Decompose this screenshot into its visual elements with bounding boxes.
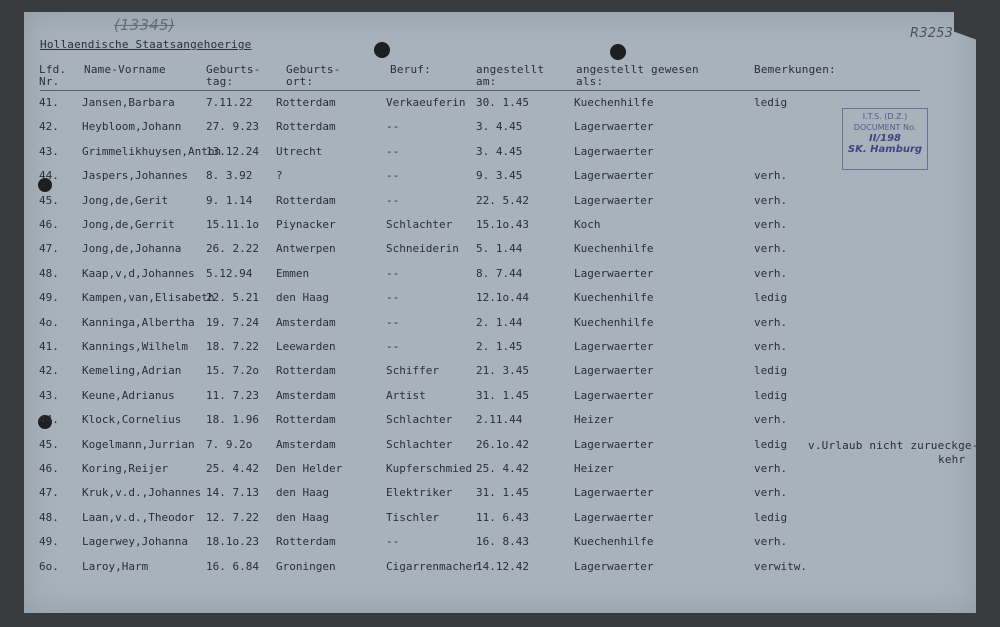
cell-beruf: Schiffer xyxy=(386,364,439,378)
header-geburtsort: Geburts- ort: xyxy=(286,63,341,88)
remark-note: v.Urlaub nicht zurueckge- xyxy=(808,439,979,452)
cell-tag: 19. 7.24 xyxy=(206,315,259,329)
cell-tag: 25. 4.42 xyxy=(206,462,259,475)
cell-name: Klock,Cornelius xyxy=(82,413,182,427)
cell-ort: ? xyxy=(276,169,283,183)
cell-ort: Rotterdam xyxy=(276,193,336,207)
cell-name: Jong,de,Gerit xyxy=(82,193,169,207)
cell-ort: Amsterdam xyxy=(276,315,336,329)
header-name: Name-Vorname xyxy=(84,63,166,76)
cell-am: 11. 6.43 xyxy=(476,510,529,524)
cell-am: 30. 1.45 xyxy=(476,96,529,109)
table-row xyxy=(24,291,976,315)
cell-tag: 8. 3.92 xyxy=(206,169,253,183)
table-row xyxy=(24,267,976,291)
cell-als: Lagerwaerter xyxy=(574,266,654,280)
cell-bem: verh. xyxy=(754,535,788,549)
cell-als: Lagerwaerter xyxy=(574,388,654,402)
cell-name: Kanninga,Albertha xyxy=(82,315,195,329)
cell-als: Lagerwaerter xyxy=(574,559,654,573)
cell-beruf: -- xyxy=(386,144,400,158)
cell-tag: 15. 7.2o xyxy=(206,364,259,378)
cell-name: Kampen,van,Elisabeth xyxy=(82,291,215,305)
table-row xyxy=(24,96,976,120)
cell-tag: 7. 9.2o xyxy=(206,437,253,451)
cell-lfd: 46. xyxy=(39,218,59,231)
cell-beruf: Cigarrenmacher xyxy=(386,559,479,573)
cell-lfd: 4o. xyxy=(39,315,59,329)
header-divider xyxy=(40,90,920,91)
cell-am: 15.1o.43 xyxy=(476,218,529,231)
header-bemerkungen: Bemerkungen: xyxy=(754,63,836,76)
cell-bem: verh. xyxy=(754,462,788,475)
cell-name: Kannings,Wilhelm xyxy=(82,340,188,353)
cell-lfd: 49. xyxy=(39,291,59,305)
cell-als: Lagerwaerter xyxy=(574,193,654,207)
punch-hole xyxy=(610,44,626,60)
cell-beruf: Schneiderin xyxy=(386,242,459,256)
cell-am: 2. 1.45 xyxy=(476,340,523,353)
document-title: Hollaendische Staatsangehoerige xyxy=(40,38,252,51)
table-row xyxy=(24,364,976,388)
cell-beruf: -- xyxy=(386,535,400,549)
cell-ort: Rotterdam xyxy=(276,364,336,378)
cell-ort: Leewarden xyxy=(276,340,336,353)
cell-name: Laan,v.d.,Theodor xyxy=(82,510,195,524)
cell-ort: Rotterdam xyxy=(276,535,336,549)
cell-als: Lagerwaerter xyxy=(574,340,654,353)
cell-tag: 5.12.94 xyxy=(206,266,253,280)
cell-lfd: 48. xyxy=(39,510,59,524)
cell-tag: 27. 9.23 xyxy=(206,120,259,134)
cell-bem: ledig xyxy=(754,291,788,305)
table-row xyxy=(24,242,976,266)
table-row xyxy=(24,194,976,218)
cell-tag: 13.12.24 xyxy=(206,144,259,158)
cell-ort: Den Helder xyxy=(276,462,343,475)
header-angestellt-als: angestellt gewesen als: xyxy=(576,63,699,88)
cell-name: Jong,de,Johanna xyxy=(82,242,182,256)
cell-am: 31. 1.45 xyxy=(476,486,529,500)
cell-ort: Utrecht xyxy=(276,144,323,158)
cell-tag: 22. 5.21 xyxy=(206,291,259,305)
cell-name: Lagerwey,Johanna xyxy=(82,535,188,549)
cell-lfd: 45. xyxy=(39,193,59,207)
cell-tag: 9. 1.14 xyxy=(206,193,253,207)
cell-ort: den Haag xyxy=(276,510,329,524)
cell-tag: 18. 1.96 xyxy=(206,413,259,427)
cell-lfd: 42. xyxy=(39,120,59,134)
cell-als: Lagerwaerter xyxy=(574,120,654,134)
table-row xyxy=(24,218,976,242)
cell-name: Kaap,v,d,Johannes xyxy=(82,266,195,280)
table-row xyxy=(24,145,976,169)
cell-name: Koring,Reijer xyxy=(82,462,169,475)
cell-bem: ledig xyxy=(754,388,788,402)
table-row xyxy=(24,560,976,584)
cell-als: Kuechenhilfe xyxy=(574,535,654,549)
cell-bem: verh. xyxy=(754,340,788,353)
cell-am: 5. 1.44 xyxy=(476,242,523,256)
header-geburtstag: Geburts- tag: xyxy=(206,63,261,88)
cell-lfd: 44. xyxy=(39,169,59,183)
cell-bem: verwitw. xyxy=(754,559,807,573)
table-row xyxy=(24,120,976,144)
cell-name: Jansen,Barbara xyxy=(82,96,175,109)
cell-lfd: 41. xyxy=(39,340,59,353)
cell-tag: 16. 6.84 xyxy=(206,559,259,573)
cell-als: Lagerwaerter xyxy=(574,486,654,500)
cell-beruf: -- xyxy=(386,266,400,280)
cell-ort: den Haag xyxy=(276,291,329,305)
cell-lfd: 42. xyxy=(39,364,59,378)
cell-bem: verh. xyxy=(754,169,788,183)
cell-lfd: 47. xyxy=(39,486,59,500)
cell-name: Keune,Adrianus xyxy=(82,388,175,402)
cell-bem: verh. xyxy=(754,218,788,231)
punch-hole xyxy=(374,42,390,58)
cell-beruf: -- xyxy=(386,120,400,134)
cell-beruf: Artist xyxy=(386,388,426,402)
cell-tag: 18.1o.23 xyxy=(206,535,259,549)
cell-am: 31. 1.45 xyxy=(476,388,529,402)
cell-ort: Emmen xyxy=(276,266,310,280)
cell-am: 2.11.44 xyxy=(476,413,523,427)
table-row xyxy=(24,340,976,364)
cell-name: Jong,de,Gerrit xyxy=(82,218,175,231)
cell-beruf: Kupferschmied xyxy=(386,462,473,475)
cell-lfd: 46. xyxy=(39,462,59,475)
cell-beruf: Tischler xyxy=(386,510,439,524)
cell-beruf: Schlachter xyxy=(386,413,453,427)
cell-name: Kemeling,Adrian xyxy=(82,364,182,378)
cell-bem: verh. xyxy=(754,266,788,280)
cell-am: 26.1o.42 xyxy=(476,437,529,451)
cell-name: Kruk,v.d.,Johannes xyxy=(82,486,202,500)
cell-tag: 7.11.22 xyxy=(206,96,253,109)
cell-bem: verh. xyxy=(754,193,788,207)
table-row xyxy=(24,486,976,510)
cell-am: 3. 4.45 xyxy=(476,144,523,158)
cell-als: Kuechenhilfe xyxy=(574,242,654,256)
handwritten-number: (13345) xyxy=(114,16,175,34)
cell-lfd: 49. xyxy=(39,535,59,549)
cell-ort: den Haag xyxy=(276,486,329,500)
cell-tag: 14. 7.13 xyxy=(206,486,259,500)
cell-lfd: 43. xyxy=(39,144,59,158)
cell-lfd: 47. xyxy=(39,242,59,256)
cell-name: Heybloom,Johann xyxy=(82,120,182,134)
cell-lfd: 41. xyxy=(39,96,59,109)
cell-ort: Antwerpen xyxy=(276,242,336,256)
cell-am: 9. 3.45 xyxy=(476,169,523,183)
cell-bem: verh. xyxy=(754,315,788,329)
document-sheet xyxy=(24,12,979,613)
cell-am: 16. 8.43 xyxy=(476,535,529,549)
reference-number: R3253 xyxy=(910,26,954,41)
cell-tag: 12. 7.22 xyxy=(206,510,259,524)
cell-lfd: 45. xyxy=(39,437,59,451)
cell-tag: 11. 7.23 xyxy=(206,388,259,402)
header-beruf: Beruf: xyxy=(390,63,431,76)
cell-bem: ledig xyxy=(754,364,788,378)
cell-ort: Rotterdam xyxy=(276,413,336,427)
table-row xyxy=(24,511,976,535)
cell-beruf: Schlachter xyxy=(386,218,453,231)
archive-stamp: I.T.S. (D.Z.) DOCUMENT No. II/198 SK. Hamburg xyxy=(842,108,928,170)
cell-tag: 26. 2.22 xyxy=(206,242,259,256)
cell-beruf: -- xyxy=(386,291,400,305)
cell-als: Lagerwaerter xyxy=(574,510,654,524)
cell-als: Lagerwaerter xyxy=(574,437,654,451)
cell-bem: ledig xyxy=(754,510,788,524)
cell-beruf: -- xyxy=(386,193,400,207)
cell-als: Kuechenhilfe xyxy=(574,96,654,109)
cell-als: Heizer xyxy=(574,462,614,475)
cell-am: 3. 4.45 xyxy=(476,120,523,134)
table-row xyxy=(24,169,976,193)
cell-bem: verh. xyxy=(754,486,788,500)
torn-corner xyxy=(954,12,976,72)
cell-tag: 18. 7.22 xyxy=(206,340,259,353)
cell-am: 2. 1.44 xyxy=(476,315,523,329)
cell-name: Jaspers,Johannes xyxy=(82,169,188,183)
remark-note-continued: kehr xyxy=(938,453,966,466)
cell-lfd: 44. xyxy=(39,413,59,427)
cell-als: Heizer xyxy=(574,413,614,427)
cell-bem: ledig xyxy=(754,96,788,109)
header-lfd: Lfd. Nr. xyxy=(39,63,67,88)
cell-beruf: -- xyxy=(386,315,400,329)
cell-ort: Piynacker xyxy=(276,218,336,231)
cell-am: 21. 3.45 xyxy=(476,364,529,378)
cell-beruf: -- xyxy=(386,169,400,183)
table-row xyxy=(24,316,976,340)
cell-am: 8. 7.44 xyxy=(476,266,523,280)
cell-name: Grimmelikhuysen,Anton xyxy=(82,144,222,158)
cell-beruf: Elektriker xyxy=(386,486,453,500)
cell-am: 22. 5.42 xyxy=(476,193,529,207)
cell-beruf: Verkaeuferin xyxy=(386,96,466,109)
cell-ort: Groningen xyxy=(276,559,336,573)
cell-als: Kuechenhilfe xyxy=(574,315,654,329)
cell-als: Lagerwaerter xyxy=(574,144,654,158)
cell-bem: verh. xyxy=(754,242,788,256)
table-row xyxy=(24,413,976,437)
cell-ort: Amsterdam xyxy=(276,437,336,451)
cell-tag: 15.11.1o xyxy=(206,218,259,231)
cell-beruf: -- xyxy=(386,340,400,353)
cell-als: Lagerwaerter xyxy=(574,169,654,183)
cell-lfd: 48. xyxy=(39,266,59,280)
table-row xyxy=(24,389,976,413)
cell-bem: verh. xyxy=(754,413,788,427)
cell-als: Lagerwaerter xyxy=(574,364,654,378)
cell-am: 14.12.42 xyxy=(476,559,529,573)
table-row xyxy=(24,462,976,486)
cell-ort: Amsterdam xyxy=(276,388,336,402)
cell-lfd: 6o. xyxy=(39,559,59,573)
cell-als: Koch xyxy=(574,218,601,231)
cell-am: 25. 4.42 xyxy=(476,462,529,475)
cell-beruf: Schlachter xyxy=(386,437,453,451)
cell-lfd: 43. xyxy=(39,388,59,402)
cell-ort: Rotterdam xyxy=(276,120,336,134)
cell-ort: Rotterdam xyxy=(276,96,336,109)
cell-name: Laroy,Harm xyxy=(82,559,149,573)
table-row xyxy=(24,535,976,559)
cell-am: 12.1o.44 xyxy=(476,291,529,305)
cell-bem: ledig xyxy=(754,437,788,451)
cell-als: Kuechenhilfe xyxy=(574,291,654,305)
cell-name: Kogelmann,Jurrian xyxy=(82,437,195,451)
header-angestellt-am: angestellt am: xyxy=(476,63,545,88)
